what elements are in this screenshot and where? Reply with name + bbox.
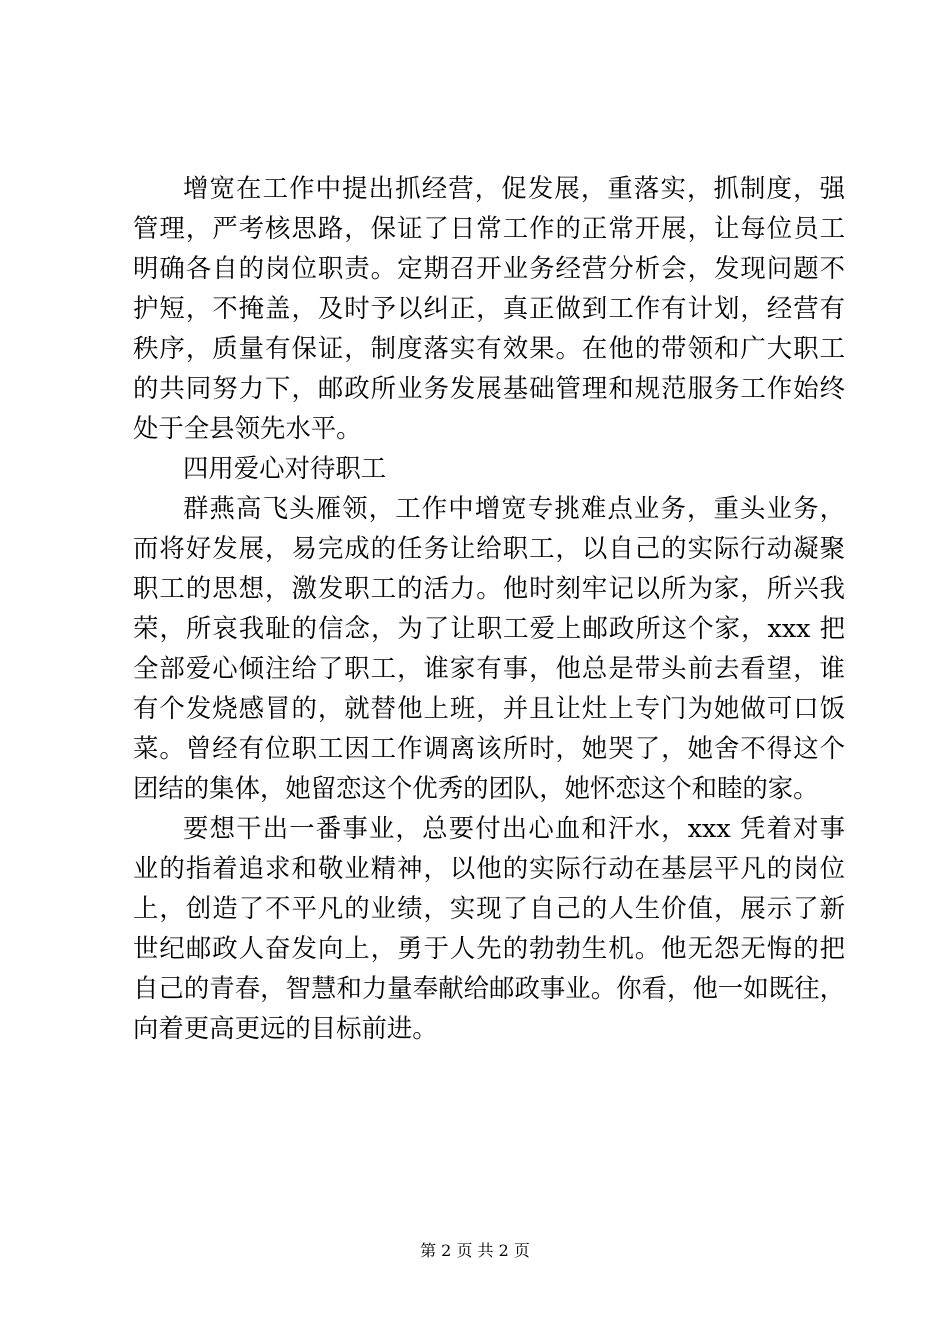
paragraph-1-line-6: 的共同努力下，邮政所业务发展基础管理和规范服务工作始终 <box>133 373 845 403</box>
paragraph-3-line-3: 上，创造了不平凡的业绩，实现了自己的人生价值，展示了新 <box>133 893 845 923</box>
paragraph-1-line-4: 护短，不掩盖，及时予以纠正，真正做到工作有计划，经营有 <box>133 293 845 323</box>
paragraph-1-line-2: 管理，严考核思路，保证了日常工作的正常开展，让每位员工 <box>133 213 845 243</box>
paragraph-1-line-5: 秩序，质量有保证，制度落实有效果。在他的带领和广大职工 <box>133 333 845 363</box>
page-number-footer: 第 2 页 共 2 页 <box>420 1241 530 1260</box>
paragraph-2-line-7: 菜。曾经有位职工因工作调离该所时，她哭了，她舍不得这个 <box>133 733 845 763</box>
paragraph-3-line-6: 向着更高更远的目标前进。 <box>133 1013 438 1043</box>
paragraph-2-line-4: 荣，所哀我耻的信念，为了让职工爱上邮政所这个家，xxx 把 <box>133 613 845 643</box>
paragraph-2-line-2: 而将好发展，易完成的任务让给职工，以自己的实际行动凝聚 <box>133 533 845 563</box>
paragraph-2-line-8: 团结的集体，她留恋这个优秀的团队，她怀恋这个和睦的家。 <box>133 773 819 803</box>
paragraph-2-line-5: 全部爱心倾注给了职工，谁家有事，他总是带头前去看望，谁 <box>133 653 845 683</box>
paragraph-3-line-4: 世纪邮政人奋发向上，勇于人先的勃勃生机。他无怨无悔的把 <box>133 933 845 963</box>
paragraph-2-line-6: 有个发烧感冒的，就替他上班，并且让灶上专门为她做可口饭 <box>133 693 845 723</box>
paragraph-1-line-1: 增宽在工作中提出抓经营，促发展，重落实，抓制度，强 <box>183 173 845 203</box>
paragraph-3-line-1: 要想干出一番事业，总要付出心血和汗水，xxx 凭着对事 <box>183 813 845 843</box>
paragraph-1-line-7: 处于全县领先水平。 <box>133 413 362 443</box>
section-heading: 四用爱心对待职工 <box>183 453 387 483</box>
paragraph-1-line-3: 明确各自的岗位职责。定期召开业务经营分析会，发现问题不 <box>133 253 845 283</box>
paragraph-2-line-3: 职工的思想，激发职工的活力。他时刻牢记以所为家，所兴我 <box>133 573 845 603</box>
paragraph-3-line-5: 自己的青春，智慧和力量奉献给邮政事业。你看，他一如既往， <box>133 973 845 1003</box>
paragraph-3-line-2: 业的指着追求和敬业精神，以他的实际行动在基层平凡的岗位 <box>133 853 845 883</box>
paragraph-2-line-1: 群燕高飞头雁领，工作中增宽专挑难点业务，重头业务， <box>183 493 845 523</box>
